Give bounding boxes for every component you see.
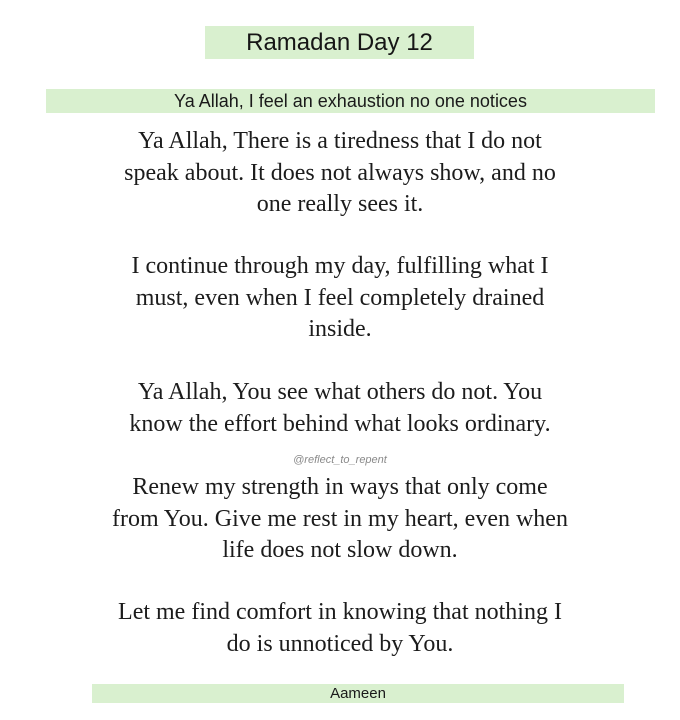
text-line: speak about. It does not always show, and no xyxy=(124,159,556,186)
paragraph-3 xyxy=(60,377,620,440)
text-line: know the effort behind what looks ordinary. xyxy=(129,410,551,437)
text-line: Renew my strength in ways that only come xyxy=(132,474,548,500)
text-line: life does not slow down. xyxy=(222,537,458,563)
paragraph-5 xyxy=(60,597,620,660)
subtitle-banner: Ya Allah, I feel an exhaustion no one notices xyxy=(46,89,655,113)
text-line: Ya Allah, You see what others do not. You xyxy=(137,379,543,405)
text-line: must, even when I feel completely drained xyxy=(135,284,545,311)
paragraph-2 xyxy=(60,251,620,346)
watermark-handle: @reflect_to_repent xyxy=(293,454,387,466)
paragraph-1 xyxy=(60,126,620,221)
page-title: Ramadan Day 12 xyxy=(205,26,474,59)
text-line: Let me find comfort in knowing that nothing I xyxy=(118,599,562,625)
text-line: one really sees it. xyxy=(256,191,424,217)
text-line: I continue through my day, fulfilling what I xyxy=(131,253,549,279)
paragraph-4 xyxy=(60,472,620,567)
text-line: Ya Allah, There is a tiredness that I do not xyxy=(138,128,542,154)
footer-banner: Aameen xyxy=(92,684,624,703)
text-line: do is unnoticed by You. xyxy=(226,630,454,657)
text-line: inside. xyxy=(308,316,372,342)
text-line: from You. Give me rest in my heart, even when xyxy=(112,505,568,532)
